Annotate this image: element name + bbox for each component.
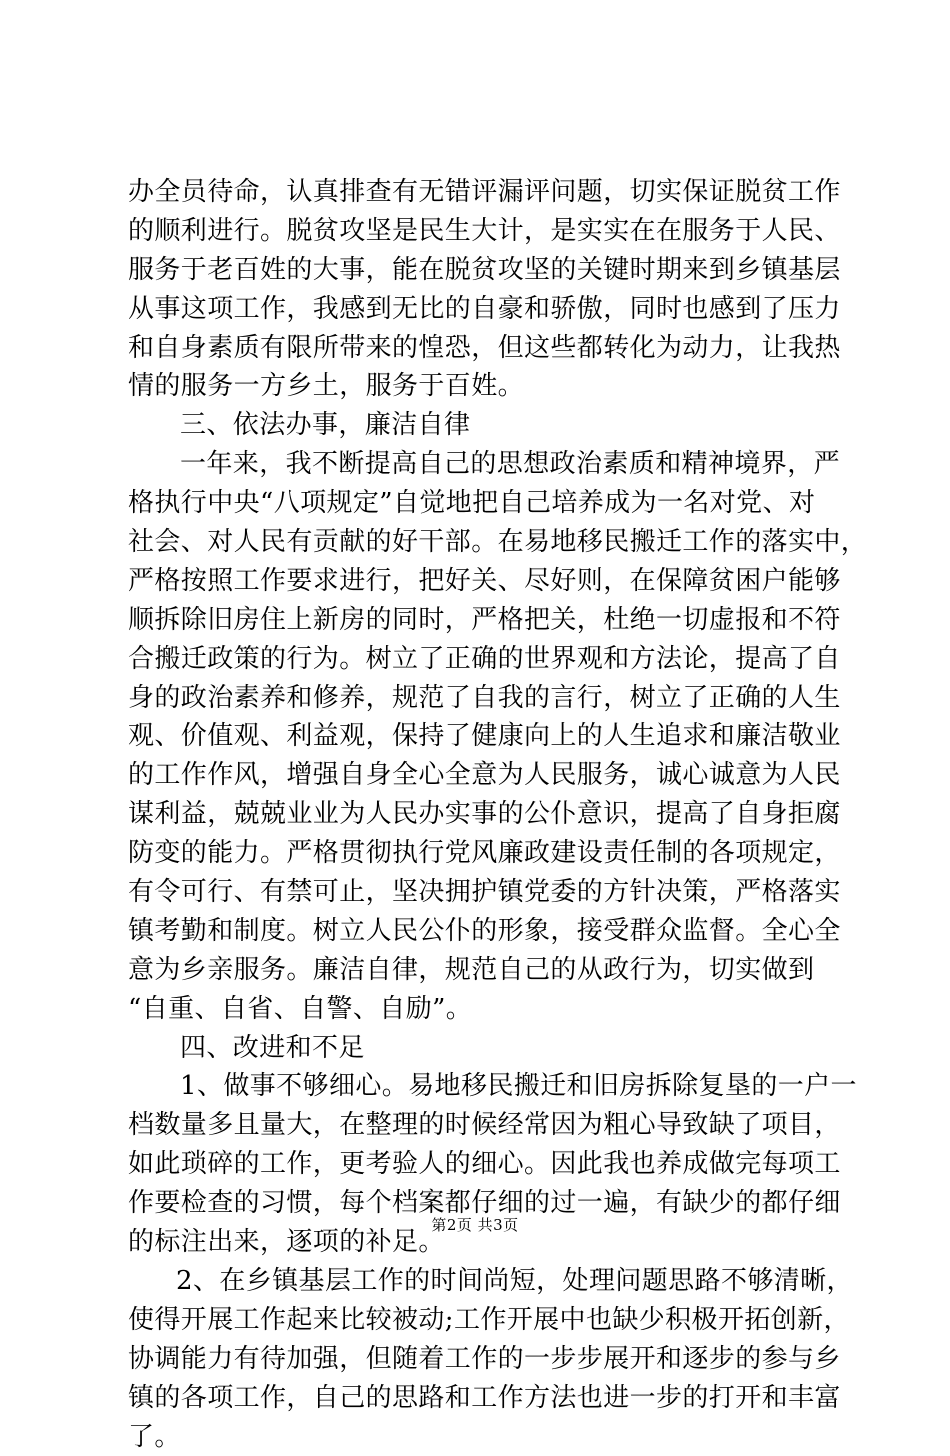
text-line: 从事这项工作，我感到无比的自豪和骄傲，同时也感到了压力 xyxy=(128,290,848,329)
text-line: 严格按照工作要求进行，把好关、尽好则，在保障贫困户能够 xyxy=(128,562,848,601)
text-line: 和自身素质有限所带来的惶恐，但这些都转化为动力，让我热 xyxy=(128,329,848,368)
text-line: 谋利益，兢兢业业为人民办实事的公仆意识，提高了自身拒腐 xyxy=(128,795,848,834)
text-line: 顺拆除旧房住上新房的同时，严格把关，杜绝一切虚报和不符 xyxy=(128,601,848,640)
text-line: 的工作作风，增强自身全心全意为人民服务，诚心诚意为人民 xyxy=(128,756,848,795)
text-line: 使得开展工作起来比较被动;工作开展中也缺少积极开拓创新， xyxy=(128,1301,848,1340)
text-line: 了。 xyxy=(128,1418,848,1456)
text-line: 镇考勤和制度。树立人民公仆的形象，接受群众监督。全心全 xyxy=(128,912,848,951)
text-line: 如此琐碎的工作，更考验人的细心。因此我也养成做完每项工 xyxy=(128,1145,848,1184)
section-heading: 三、依法办事，廉洁自律 xyxy=(128,406,848,445)
text-line: 办全员待命，认真排查有无错评漏评问题，切实保证脱贫工作 xyxy=(128,173,848,212)
text-line: 合搬迁政策的行为。树立了正确的世界观和方法论，提高了自 xyxy=(128,640,848,679)
text-line: 有令可行、有禁可止，坚决拥护镇党委的方针决策，严格落实 xyxy=(128,873,848,912)
text-line: 2、在乡镇基层工作的时间尚短，处理问题思路不够清晰， xyxy=(128,1262,848,1301)
body-text xyxy=(128,173,848,1456)
text-line: 的标注出来，逐项的补足。 xyxy=(128,1223,848,1262)
text-line: 情的服务一方乡土，服务于百姓。 xyxy=(128,367,848,406)
text-line: 格执行中央“八项规定”自觉地把自己培养成为一名对党、对 xyxy=(128,484,848,523)
text-line: 1、做事不够细心。易地移民搬迁和旧房拆除复垦的一户一 xyxy=(128,1067,848,1106)
text-line: 一年来，我不断提高自己的思想政治素质和精神境界，严 xyxy=(128,445,848,484)
text-line: “自重、自省、自警、自励”。 xyxy=(128,990,848,1029)
text-line: 意为乡亲服务。廉洁自律，规范自己的从政行为，切实做到 xyxy=(128,951,848,990)
text-line: 身的政治素养和修养，规范了自我的言行，树立了正确的人生 xyxy=(128,679,848,718)
text-line: 作要检查的习惯，每个档案都仔细的过一遍，有缺少的都仔细 xyxy=(128,1184,848,1223)
page-number: 第2页 共3页 xyxy=(0,1215,950,1235)
text-line: 镇的各项工作，自己的思路和工作方法也进一步的打开和丰富 xyxy=(128,1379,848,1418)
text-line: 档数量多且量大，在整理的时候经常因为粗心导致缺了项目， xyxy=(128,1106,848,1145)
text-line: 社会、对人民有贡献的好干部。在易地移民搬迁工作的落实中， xyxy=(128,523,848,562)
text-line: 的顺利进行。脱贫攻坚是民生大计，是实实在在服务于人民、 xyxy=(128,212,848,251)
text-line: 服务于老百姓的大事，能在脱贫攻坚的关键时期来到乡镇基层 xyxy=(128,251,848,290)
text-line: 观、价值观、利益观，保持了健康向上的人生追求和廉洁敬业 xyxy=(128,717,848,756)
text-line: 防变的能力。严格贯彻执行党风廉政建设责任制的各项规定， xyxy=(128,834,848,873)
section-heading: 四、改进和不足 xyxy=(128,1029,848,1068)
text-line: 协调能力有待加强，但随着工作的一步步展开和逐步的参与乡 xyxy=(128,1340,848,1379)
